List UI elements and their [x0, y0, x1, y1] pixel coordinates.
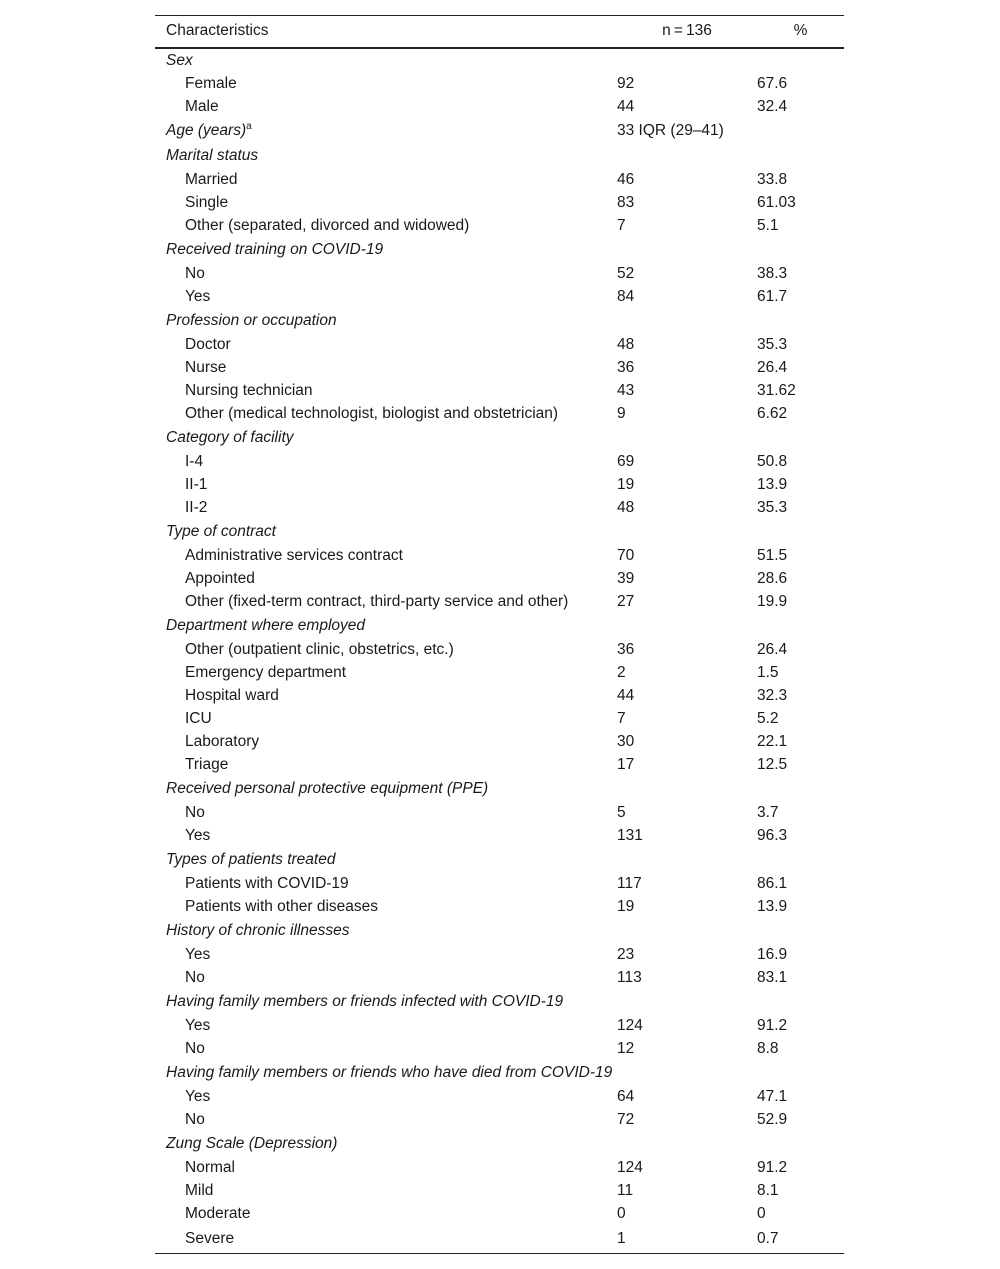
- row-count: 2: [617, 664, 626, 681]
- table-row: [155, 403, 844, 426]
- table-row: [155, 1015, 844, 1038]
- row-percent: 61.7: [757, 288, 788, 305]
- row-count: 64: [617, 1088, 635, 1105]
- section-title: Types of patients treated: [166, 851, 336, 868]
- row-label: No: [185, 804, 205, 821]
- section-header-row: [155, 919, 844, 944]
- row-label: Appointed: [185, 570, 255, 587]
- row-label: Other (separated, divorced and widowed): [185, 217, 470, 234]
- row-label: Severe: [155, 1226, 617, 1254]
- row-label: Yes: [185, 827, 211, 844]
- section-header-row: [155, 144, 844, 169]
- row-label: Yes: [185, 1088, 211, 1105]
- row-percent: 26.4: [757, 641, 788, 658]
- row-count: 27: [617, 593, 635, 610]
- row-label: No: [185, 969, 205, 986]
- row-label: Other (outpatient clinic, obstetrics, etc.): [185, 641, 454, 658]
- row-count: 0: [617, 1205, 626, 1222]
- row-percent: 28.6: [757, 570, 788, 587]
- table-body: [155, 48, 844, 1254]
- age-label-cell: [155, 119, 617, 144]
- row-label: No: [185, 1040, 205, 1057]
- characteristics-table: [155, 15, 844, 1254]
- row-percent: 91.2: [757, 1159, 788, 1176]
- table-row: [155, 802, 844, 825]
- row-percent: 5.2: [757, 710, 779, 727]
- section-title: History of chronic illnesses: [166, 922, 350, 939]
- row-percent: 1.5: [757, 664, 779, 681]
- row-percent: 0.7: [757, 1226, 844, 1254]
- row-count: 43: [617, 382, 635, 399]
- row-label: Other (medical technologist, biologist and obstetrician): [185, 405, 559, 422]
- row-label: Married: [185, 171, 238, 188]
- row-count: 19: [617, 476, 635, 493]
- row-count: 83: [617, 194, 635, 211]
- table-row: [155, 731, 844, 754]
- row-percent: 32.4: [757, 98, 788, 115]
- table-row: [155, 169, 844, 192]
- row-label: ICU: [185, 710, 212, 727]
- section-title: Department where employed: [166, 617, 366, 634]
- row-count: 124: [617, 1159, 643, 1176]
- row-label: Nurse: [185, 359, 227, 376]
- table-row: [155, 896, 844, 919]
- section-title: Received training on COVID-19: [166, 241, 384, 258]
- table-row: [155, 662, 844, 685]
- table-header-row: [155, 16, 844, 48]
- row-count: 7: [617, 217, 626, 234]
- row-label: Single: [185, 194, 229, 211]
- row-percent: 52.9: [757, 1111, 788, 1128]
- row-label: Patients with COVID-19: [185, 875, 349, 892]
- table-row: [155, 263, 844, 286]
- row-percent: 6.62: [757, 405, 788, 422]
- row-count: 52: [617, 265, 635, 282]
- row-count: 36: [617, 641, 635, 658]
- row-percent: 50.8: [757, 453, 788, 470]
- table-row: [155, 334, 844, 357]
- row-percent: 13.9: [757, 898, 788, 915]
- row-label: Yes: [185, 946, 211, 963]
- row-label: Female: [185, 75, 237, 92]
- table-row: [155, 1086, 844, 1109]
- row-count: 113: [617, 969, 642, 986]
- table-row: [155, 192, 844, 215]
- row-count: 72: [617, 1111, 635, 1128]
- row-percent: 61.03: [757, 194, 796, 211]
- age-value: 33 IQR (29–41): [617, 122, 724, 139]
- table-row: [155, 1226, 844, 1254]
- row-count: 124: [617, 1017, 643, 1034]
- row-percent: 22.1: [757, 733, 788, 750]
- row-percent: 26.4: [757, 359, 788, 376]
- row-label: Yes: [185, 1017, 211, 1034]
- row-count: 39: [617, 570, 635, 587]
- row-count: 44: [617, 687, 635, 704]
- row-percent: 8.1: [757, 1182, 779, 1199]
- row-count: 92: [617, 75, 635, 92]
- row-percent: 38.3: [757, 265, 788, 282]
- table-row: [155, 357, 844, 380]
- row-count: 5: [617, 804, 626, 821]
- table-row: [155, 1157, 844, 1180]
- row-percent: 86.1: [757, 875, 788, 892]
- table-row: [155, 497, 844, 520]
- row-label: I-4: [185, 453, 204, 470]
- row-label: Patients with other diseases: [185, 898, 378, 915]
- table-row: [155, 1203, 844, 1226]
- table-row: [155, 944, 844, 967]
- table-row: [155, 474, 844, 497]
- section-header-row: [155, 520, 844, 545]
- row-percent: 5.1: [757, 217, 779, 234]
- section-title: Marital status: [166, 147, 259, 164]
- row-percent: 83.1: [757, 969, 788, 986]
- table-row: [155, 754, 844, 777]
- row-count: 131: [617, 827, 643, 844]
- row-label: Mild: [185, 1182, 214, 1199]
- row-percent: 16.9: [757, 946, 788, 963]
- row-percent: 33.8: [757, 171, 788, 188]
- table-row: [155, 967, 844, 990]
- table-row: [155, 825, 844, 848]
- row-percent: 91.2: [757, 1017, 788, 1034]
- row-percent: 96.3: [757, 827, 788, 844]
- row-percent: 67.6: [757, 75, 788, 92]
- row-percent: 35.3: [757, 336, 788, 353]
- row-count: 46: [617, 171, 635, 188]
- section-header-row: [155, 990, 844, 1015]
- row-label: Male: [185, 98, 219, 115]
- row-count: 17: [617, 756, 635, 773]
- row-percent: 8.8: [757, 1040, 779, 1057]
- table-row: [155, 568, 844, 591]
- row-label: Administrative services contract: [185, 547, 403, 564]
- table-row: [155, 380, 844, 403]
- row-count: 44: [617, 98, 635, 115]
- section-header-row: [155, 426, 844, 451]
- row-label: Nursing technician: [185, 382, 313, 399]
- row-percent: 51.5: [757, 547, 788, 564]
- table-row: [155, 215, 844, 238]
- section-header-row: [155, 238, 844, 263]
- section-title: Type of contract: [166, 523, 276, 540]
- section-header-row: [155, 309, 844, 334]
- row-label: II-2: [185, 499, 208, 516]
- row-percent: 31.62: [757, 382, 796, 399]
- row-percent: 47.1: [757, 1088, 788, 1105]
- section-title: Zung Scale (Depression): [166, 1135, 338, 1152]
- row-count: 36: [617, 359, 635, 376]
- row-label: Other (fixed-term contract, third-party service and other): [185, 593, 569, 610]
- row-percent: 19.9: [757, 593, 788, 610]
- row-count: 69: [617, 453, 635, 470]
- row-percent: 12.5: [757, 756, 788, 773]
- table-row: [155, 708, 844, 731]
- section-title: Having family members or friends infected with COVID-19: [166, 993, 564, 1010]
- section-title: Having family members or friends who have died from COVID-19: [166, 1064, 613, 1081]
- row-label: No: [185, 1111, 205, 1128]
- row-percent: 35.3: [757, 499, 788, 516]
- section-title: Category of facility: [166, 429, 294, 446]
- table-row: [155, 286, 844, 309]
- section-title: Profession or occupation: [166, 312, 337, 329]
- header-percent: %: [757, 16, 844, 48]
- row-count: 11: [617, 1182, 634, 1199]
- row-count: 23: [617, 946, 635, 963]
- row-count: 9: [617, 405, 626, 422]
- section-title: Sex: [166, 51, 193, 69]
- row-label: No: [185, 265, 205, 282]
- table-row: [155, 545, 844, 568]
- row-label: Laboratory: [185, 733, 260, 750]
- row-count: 117: [617, 875, 642, 892]
- row-count: 70: [617, 547, 635, 564]
- section-header-row: [155, 777, 844, 802]
- table-row: [155, 1180, 844, 1203]
- table-row: [155, 591, 844, 614]
- row-label: Yes: [185, 288, 211, 305]
- table-row: [155, 451, 844, 474]
- table-row: [155, 685, 844, 708]
- row-percent: 0: [757, 1205, 766, 1222]
- table-row: [155, 873, 844, 896]
- row-count: 84: [617, 288, 635, 305]
- row-label: Normal: [185, 1159, 235, 1176]
- table-row: [155, 96, 844, 119]
- row-count: 19: [617, 898, 635, 915]
- row-count: 12: [617, 1040, 635, 1057]
- section-header-row: [155, 614, 844, 639]
- age-row: [155, 119, 844, 144]
- row-label: Hospital ward: [185, 687, 279, 704]
- row-label: Emergency department: [185, 664, 347, 681]
- row-percent: 3.7: [757, 804, 779, 821]
- row-count: 7: [617, 710, 626, 727]
- table-row: [155, 1109, 844, 1132]
- table-row: [155, 639, 844, 662]
- row-count: 1: [617, 1226, 757, 1254]
- row-label: Triage: [185, 756, 229, 773]
- row-percent: 32.3: [757, 687, 788, 704]
- characteristics-table-container: [155, 15, 844, 1254]
- header-characteristics: Characteristics: [155, 16, 617, 48]
- section-header-row: [155, 1061, 844, 1086]
- age-label: Age (years): [166, 122, 247, 139]
- section-title: Received personal protective equipment (PPE): [166, 780, 489, 797]
- row-count: 30: [617, 733, 635, 750]
- age-footnote-marker: a: [246, 120, 252, 132]
- row-count: 48: [617, 499, 635, 516]
- section-header-row: [155, 1132, 844, 1157]
- header-n: n = 136: [617, 16, 757, 48]
- row-percent: 13.9: [757, 476, 788, 493]
- row-label: II-1: [185, 476, 208, 493]
- row-label: Doctor: [185, 336, 231, 353]
- row-label: Moderate: [185, 1205, 251, 1222]
- table-row: [155, 73, 844, 96]
- row-count: 48: [617, 336, 635, 353]
- section-header-row: [155, 48, 844, 73]
- table-row: [155, 1038, 844, 1061]
- section-header-row: [155, 848, 844, 873]
